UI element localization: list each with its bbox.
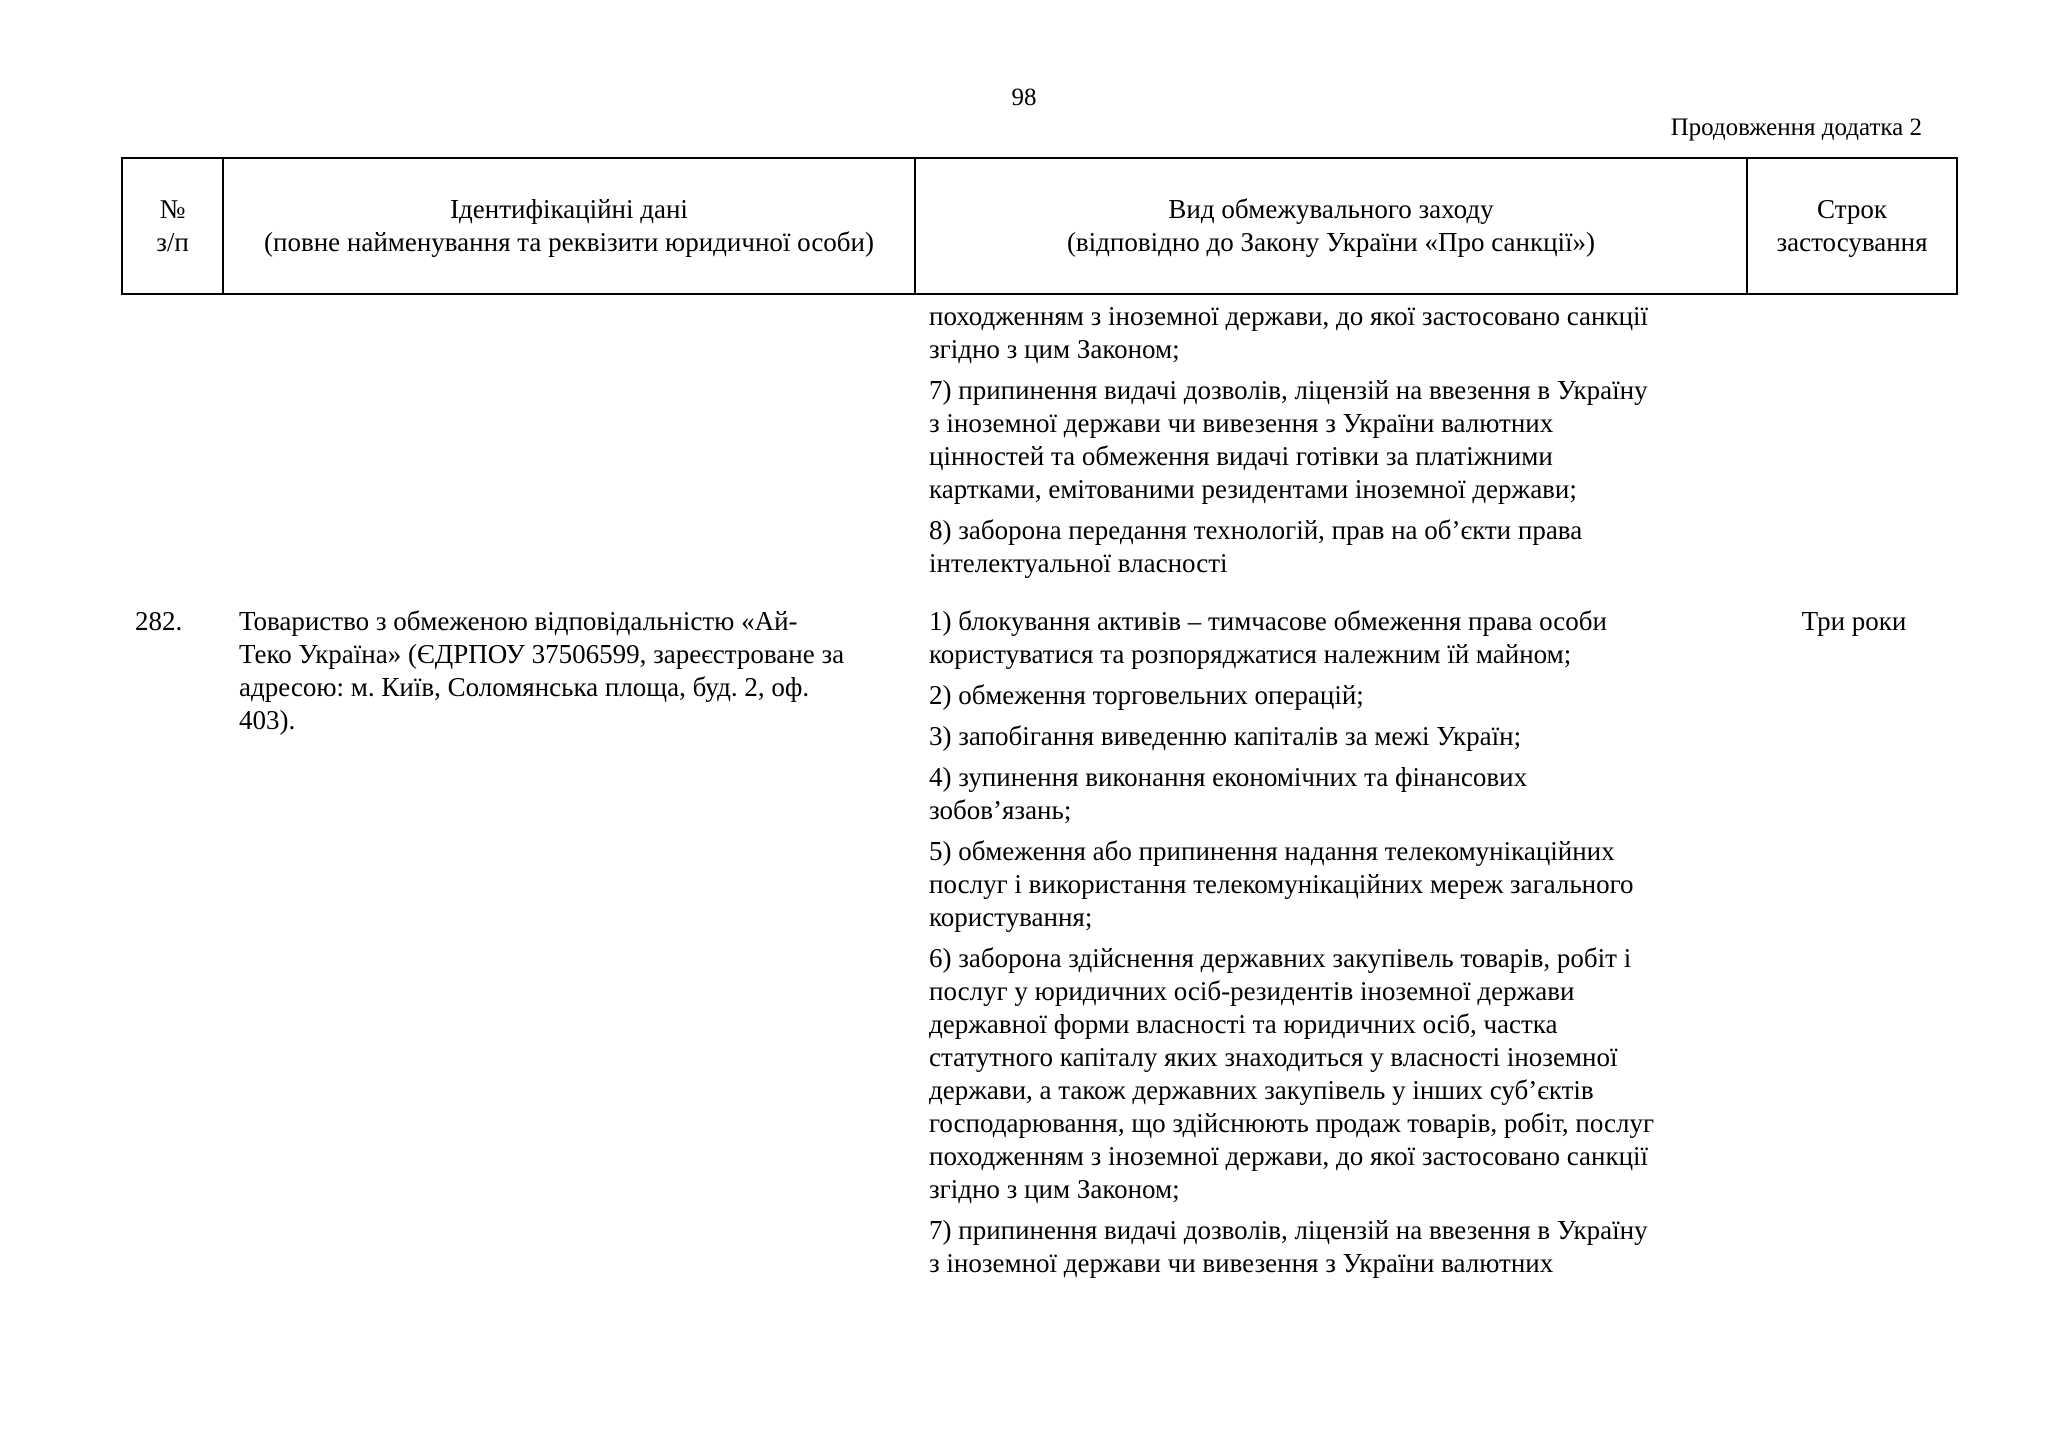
measure-line: господарювання, що здійснюють продаж товарів, робіт, послуг: [929, 1108, 1655, 1138]
measure-item: [929, 300, 1859, 366]
measure-line: 1) блокування активів – тимчасове обмеження права особи: [929, 606, 1607, 636]
term-value: Три роки: [1801, 606, 1907, 636]
measure-line: картками, емітованими резидентами іноземної держави;: [929, 474, 1577, 504]
header-measure: [915, 158, 1747, 294]
header-identification-line: (повне найменування та реквізити юридичної особи): [264, 227, 874, 257]
measure-line: 7) припинення видачі дозволів, ліцензій на ввезення в Україну: [929, 375, 1648, 405]
header-number-line: з/п: [156, 227, 189, 257]
row-number: 282.: [135, 606, 183, 636]
measure-item: [929, 720, 1859, 753]
entity-line: Теко Україна» (ЄДРПОУ 37506599, зареєстроване за: [239, 639, 845, 669]
prev-row-measures: [929, 300, 1859, 588]
entity-line: Товариство з обмеженою відповідальністю «Ай-: [239, 606, 798, 636]
header-term-line: застосування: [1776, 227, 1928, 257]
measure-line: 8) заборона передання технологій, прав на об’єкти права: [929, 515, 1583, 545]
measure-line: з іноземної держави чи вивезення з України валютних: [929, 408, 1554, 438]
measure-item: [929, 761, 1859, 827]
measure-line: послуг і використання телекомунікаційних мереж загального: [929, 869, 1634, 899]
measure-line: походженням з іноземної держави, до якої застосовано санкції: [929, 1141, 1649, 1171]
measure-line: походженням з іноземної держави, до якої застосовано санкції: [929, 301, 1649, 331]
page-number: 98: [1011, 84, 1037, 111]
measure-line: згідно з цим Законом;: [929, 1174, 1180, 1204]
table-header: [121, 157, 1958, 295]
measure-item: [929, 514, 1859, 580]
measure-line: користування;: [929, 902, 1093, 932]
header-identification: [223, 158, 915, 294]
header-number-line: №: [159, 194, 186, 224]
header-measure-line: Вид обмежувального заходу: [1168, 194, 1494, 224]
entity-line: адресою: м. Київ, Соломянська площа, буд. 2, оф.: [239, 672, 810, 702]
measure-line: статутного капіталу яких знаходиться у власності іноземної: [929, 1042, 1618, 1072]
measure-line: 3) запобігання виведенню капіталів за межі Україн;: [929, 721, 1522, 751]
measure-line: згідно з цим Законом;: [929, 334, 1180, 364]
header-term-line: Строк: [1817, 194, 1887, 224]
measure-line: зобов’язань;: [929, 795, 1072, 825]
measure-line: користуватися та розпоряджатися належним їй майном;: [929, 639, 1572, 669]
measure-item: [929, 679, 1859, 712]
measure-line: цінностей та обмеження видачі готівки за платіжними: [929, 441, 1553, 471]
row-measures: [929, 605, 1859, 1288]
measure-line: з іноземної держави чи вивезення з України валютних: [929, 1248, 1554, 1278]
measure-item: [929, 374, 1859, 506]
measure-line: 7) припинення видачі дозволів, ліцензій на ввезення в Україну: [929, 1215, 1648, 1245]
measure-item: [929, 942, 1859, 1206]
measure-item: [929, 1214, 1859, 1280]
header-term: [1747, 158, 1957, 294]
entity-line: 403).: [239, 705, 296, 735]
measure-line: інтелектуальної власності: [929, 548, 1228, 578]
header-number: [122, 158, 223, 294]
measure-line: державної форми власності та юридичних осіб, частка: [929, 1009, 1558, 1039]
measure-line: держави, а також державних закупівель у інших суб’єктів: [929, 1075, 1594, 1105]
measure-line: 4) зупинення виконання економічних та фінансових: [929, 762, 1528, 792]
measure-line: 2) обмеження торговельних операцій;: [929, 680, 1364, 710]
measure-item: [929, 835, 1859, 934]
measure-line: 6) заборона здійснення державних закупівель товарів, робіт і: [929, 943, 1632, 973]
measure-item: [929, 605, 1859, 671]
continuation-note: Продовження додатка 2: [1670, 114, 1922, 141]
header-identification-line: Ідентифікаційні дані: [450, 194, 688, 224]
entity-details: [239, 605, 929, 737]
measure-line: послуг у юридичних осіб-резидентів іноземної держави: [929, 976, 1575, 1006]
measure-line: 5) обмеження або припинення надання телекомунікаційних: [929, 836, 1615, 866]
header-measure-line: (відповідно до Закону України «Про санкції»): [1066, 227, 1596, 257]
